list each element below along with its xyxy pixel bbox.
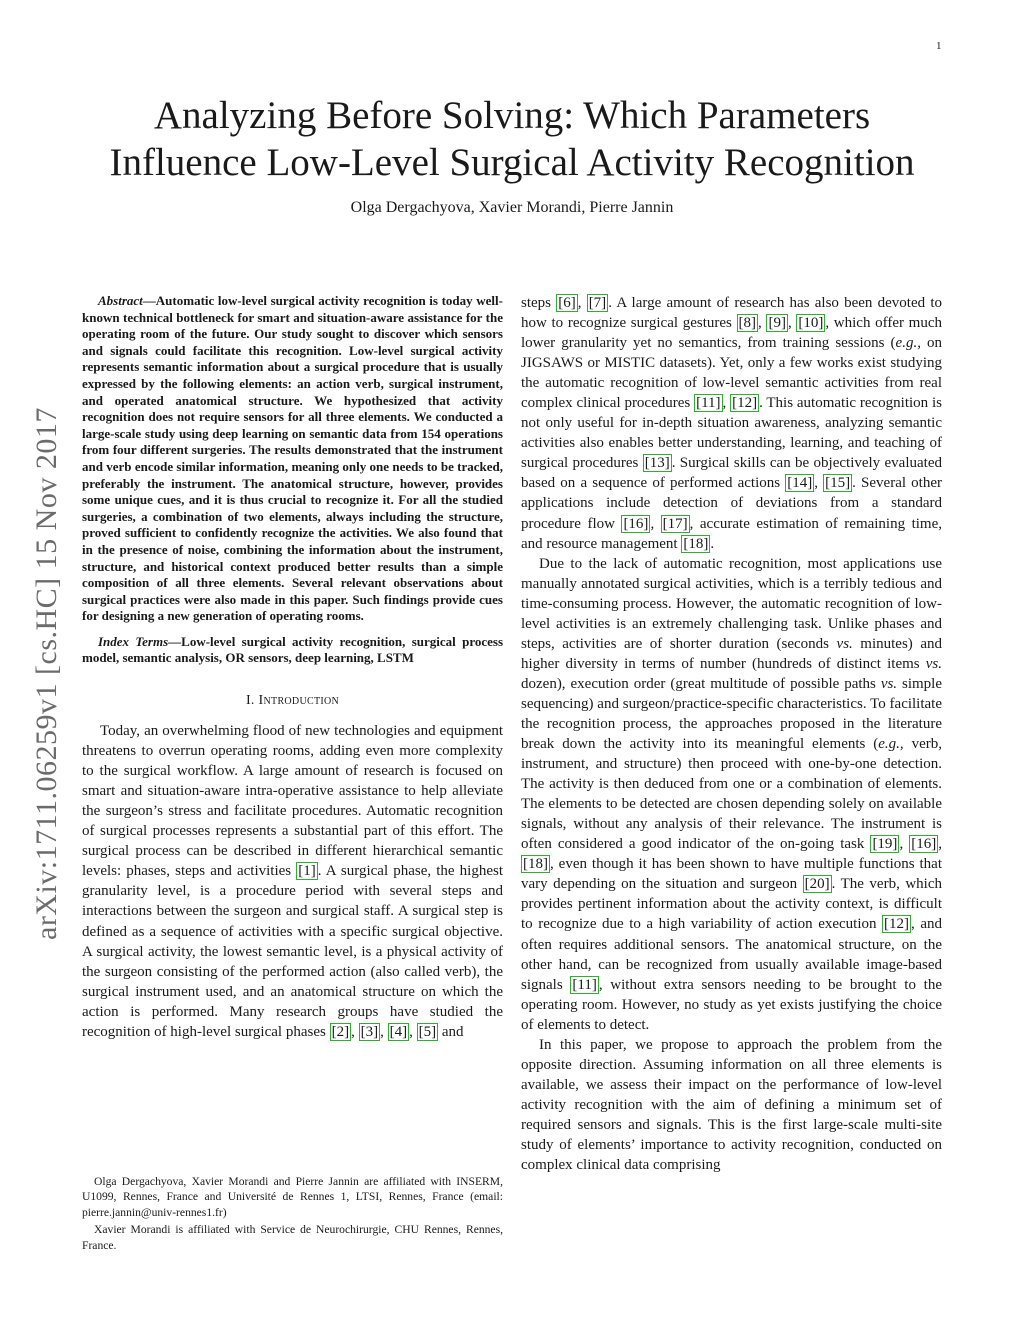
text-run: on JIGSAWS or MISTIC datasets). Yet, only a few works exist studying the automatic recognition of low-level semantic activities from real complex clinical procedures [521,335,942,412]
right-column [521,293,942,1175]
title-line-2: Influence Low-Level Surgical Activity Recognition [109,141,915,184]
index-terms-label: Index Terms [98,633,169,649]
text-run: , even though it has been shown to have multiple functions that vary depending on the situation and surgeon [521,856,942,893]
page-number: 1 [936,40,942,52]
citation-link[interactable]: [5] [418,1023,437,1040]
footnote-affiliation-1: Olga Dergachyova, Xavier Morandi and Pierre Jannin are affiliated with INSERM, U1099, Rennes, France and Université de Rennes 1, LTSI, Rennes, France (email: pierre.jannin@univ-rennes1.fr) [82,1175,503,1219]
citation-link[interactable]: [8] [738,315,757,332]
intro-paragraph-1: Today, an overwhelming flood of new technologies and equipment threatens to overrun operating rooms, adding even more complexity to the surgical workflow. A large amount of research is focused on smart and situation-aware intra-operative assistance to help alleviate the surgeon’s stress and facilitate procedures. Automatic recognition of surgical processes represents a substantial part of this effort. The surgical process can be described in different hierarchical semantic levels: phases, steps and activities [1] . A surgical phase, the highest granularity level, is a procedure period with several steps and interactions between the surgeon and surgical staff. A surgical step is defined as a sequence of activities with a specific surgical objective. A surgical activity, the lowest semantic level, is a physical activity of the surgeon consisting of the performed action (also called verb), the surgical instrument used, and an anatomical structure on which the action is performed. Many research groups have studied the recognition of high-level surgical phases [2] , [3] , [4] , [5] and [82,723,503,1040]
index-terms-text: —Low-level surgical activity recognition, surgical process model, semantic analysis, OR sensors, deep learning, LSTM [82,633,504,666]
section-number: I. [245,693,255,709]
citation-link[interactable]: [13] [644,455,670,472]
citation-link[interactable]: [11] [696,395,721,412]
section-title: Introduction [258,693,340,709]
citation-link[interactable]: [6] [558,295,576,311]
citation-link[interactable]: [3] [360,1023,379,1040]
intro-paragraph-1-continued: steps [6] , [7] . A large amount of research has also been devoted to how to recognize surgical gestures [8] , [9] , [10] , which offer much lower granularity yet no semantics, from training sessions (e.g., on JIGSAWS or MISTIC datasets). Yet, only a few works exist studying the automatic recognition of low-level semantic activities from real complex clinical procedures [11] , [12] . This automatic recognition is not only useful for in-depth situation awareness, analyzing semantic activities also enables better understanding, learning, and teaching of surgical procedures [13] . Surgical skills can be objectively evaluated based on a sequence of performed actions [14] , [15] . Several other applications include detection of deviations from a standard procedure flow [16] , [17] , accurate estimation of remaining time, and resource management [18] . [521,295,943,552]
text-run: vs. [925,655,942,672]
citation-link[interactable]: [12] [884,916,910,933]
text-run: . This automatic recognition is not only useful for in-depth situation awareness, analyzing semantic activities also enables better understanding, learning, and teaching of surgical procedures [521,395,942,472]
paper-title [0,92,1024,186]
citation-link[interactable]: [17] [662,515,688,532]
citation-link[interactable]: [19] [872,836,898,853]
text-run: . A large amount of research has also been devoted to how to recognize surgical gestures [521,295,943,332]
citation-link[interactable]: [16] [911,836,937,853]
text-run: . Several other applications include detection of deviations from a standard procedure flow [521,475,942,532]
text-run: , which offer much lower granularity yet no semantics, from training sessions ( [521,315,942,352]
text-run: dozen), execution order (great multitude of possible paths [521,675,881,692]
citation-link[interactable]: [9] [768,315,786,332]
text-run: . A surgical phase, the highest granularity level, is a procedure period with several steps and interactions between the surgeon and surgical staff. A surgical step is defined as a sequence of activities with a specific surgical objective. A surgical activity, the lowest semantic level, is a physical activity of the surgeon consisting of the performed action (also called verb), the surgical instrument used, and an anatomical structure on which the action is performed. Many research groups have studied the recognition of high-level surgical phases [82,863,503,1040]
text-run: verb, instrument, and structure) then proceed with one-by-one detection. The activity is then deduced from one or a combination of elements. The elements to be detected are chosen depending solely on available signals, without any analysis of their relevance. The instrument is often considered a good indicator of the on-going task [521,736,942,853]
section-heading-introduction [82,693,503,709]
title-line-1: Analyzing Before Solving: Which Parameters [153,94,871,137]
footnote-affiliation-2: Xavier Morandi is affiliated with Service de Neurochirurgie, CHU Rennes, Rennes, France. [82,1223,503,1252]
text-run: . [710,535,715,552]
citation-link[interactable]: [18] [523,856,548,873]
citation-link[interactable]: [20] [804,876,830,893]
citation-link[interactable]: [18] [683,535,709,552]
footnotes [82,1174,503,1255]
text-run: . Surgical skills can be objectively evaluated based on a sequence of performed actions [521,455,942,492]
text-run: vs. [836,635,853,652]
text-run: vs. [880,675,898,692]
text-run: simple sequencing) and surgeon/practice-specific characteristics. To facilitate the recognition process, the approaches proposed in the literature break down the activity into its meaningful elements ( [521,675,942,753]
intro-paragraph-3: In this paper, we propose to approach the problem from the opposite direction. Assuming information on all three elements is available, we assess their impact on the performance of low-level activity recognition with the aim of defining a minimum set of required sensors and signals. This is the first large-scale multi-site study of elements’ importance to activity recognition, conducted on complex clinical data comprising [521,1036,942,1174]
citation-link[interactable]: [15] [825,475,851,492]
citation-link[interactable]: [10] [798,315,824,332]
citation-link[interactable]: [2] [331,1023,350,1040]
citation-link[interactable]: [4] [389,1023,408,1040]
arxiv-identifier: arXiv:1711.06259v1 [cs.HC] 15 Nov 2017 [30,407,63,940]
citation-link[interactable]: [16] [623,515,649,532]
citation-link[interactable]: [7] [588,295,607,311]
text-run: e.g., [878,736,904,753]
text-run: e.g., [895,335,921,352]
citation-link[interactable]: [11] [572,976,597,993]
text-run: , without extra sensors needing to be brought to the operating room. However, no study as yet exists justifying the choice of elements to detect. [521,976,942,1033]
abstract-label: Abstract [98,293,143,308]
author-list: Olga Dergachyova, Xavier Morandi, Pierre Jannin [350,199,674,216]
index-terms [82,634,503,667]
abstract [82,293,503,625]
text-run: minutes) and higher diversity in terms of number (hundreds of distinct items [521,635,942,672]
citation-link[interactable]: [14] [787,475,813,492]
citation-link[interactable]: [12] [732,395,758,412]
text-run: steps [521,295,557,311]
intro-paragraph-2: Due to the lack of automatic recognition, most applications use manually annotated surgical activities, which is a terribly tedious and time-consuming process. However, the automatic recognition of low-level activities is an extremely challenging task. Unlike phases and steps, activities are of shorter duration (seconds vs. minutes) and higher diversity in terms of number (hundreds of distinct items vs. dozen), execution order (great multitude of possible paths vs. simple sequencing) and surgeon/practice-specific characteristics. To facilitate the recognition process, the approaches proposed in the literature break down the activity into its meaningful elements (e.g., verb, instrument, and structure) then proceed with one-by-one detection. The activity is then deduced from one or a combination of elements. The elements to be detected are chosen depending solely on available signals, without any analysis of their relevance. The instrument is often considered a good indicator of the on-going task [19] , [16] , [18] , even though it has been shown to have multiple functions that vary depending on the situation and surgeon [20] . The verb, which provides pertinent information about the activity context, is difficult to recognize due to a high variability of action execution [12] , and often requires additional sensors. The anatomical structure, on the other hand, can be recognized from usually available image-based signals [11] , without extra sensors needing to be brought to the operating room. However, no study as yet exists justifying the choice of elements to detect. [521,555,942,1033]
text-run: Today, an overwhelming flood of new technologies and equipment threatens to overrun operating rooms, adding even more complexity to the surgical workflow. A large amount of research is focused on smart and situation-aware intra-operative assistance to help alleviate the surgeon’s stress and facilitate procedures. Automatic recognition of surgical processes represents a substantial part of this effort. The surgical process can be described in different hierarchical semantic levels: phases, steps and activities [82,723,503,880]
text-run: Due to the lack of automatic recognition, most applications use manually annotated surgical activities, which is a terribly tedious and time-consuming process. However, the automatic recognition of low-level activities is an extremely challenging task. Unlike phases and steps, activities are of shorter duration (seconds [521,555,942,652]
text-run: , accurate estimation of remaining time, and resource management [521,515,942,552]
citation-link[interactable]: [1] [298,863,316,880]
text-run: and [438,1023,464,1040]
abstract-text: —Automatic low-level surgical activity recognition is today well-known technical bottleneck for smart and situation-aware assistance for the operating room of the future. Our study sought to discover which sensors and signals could facilitate this recognition. Low-level surgical activity represents semantic information about a surgical procedure that is usually expressed by the following elements: an action verb, surgical instrument, and operated anatomical structure. We hypothesized that activity recognition does not require sensors for all three elements. We conducted a large-scale study using deep learning on semantic data from 154 operations from four different surgeries. The results demonstrated that the instrument and verb encode similar information, meaning only one needs to be tracked, preferably the instrument. The anatomical structure, however, provides some unique cues, and it is thus crucial to recognize it. For all the studied surgeries, a combination of two elements, always including the structure, proved sufficient to confidently recognize the activities. We also found that in the presence of noise, combining the information about the instrument, structure, and historical context produced better results than a simple composition of all three elements. Several relevant observations about surgical practices were also made in this paper. Such findings provide cues for designing a new generation of operating rooms. [82,293,503,624]
text-run: . The verb, which provides pertinent information about the activity context, is difficult to recognize due to a high variability of action execution [521,876,942,933]
text-run: , and often requires additional sensors. The anatomical structure, on the other hand, can be recognized from usually available image-based signals [521,916,942,993]
left-column [82,293,503,1042]
